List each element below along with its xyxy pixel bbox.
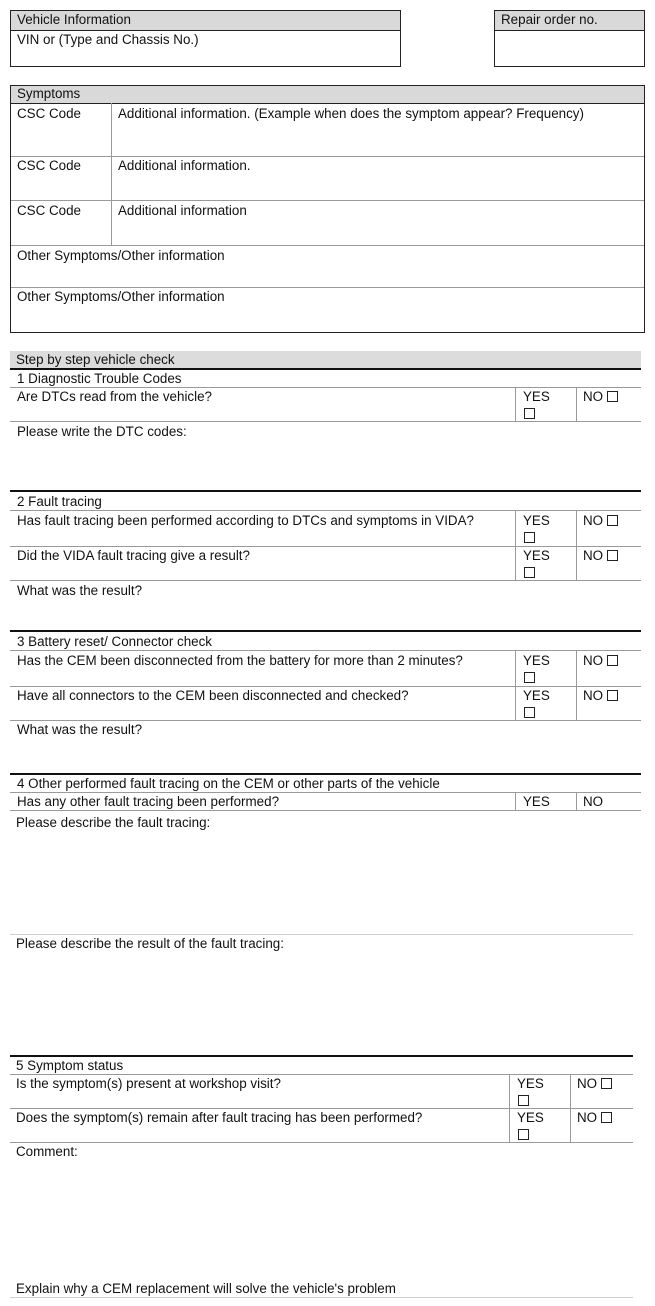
column-divider	[576, 650, 577, 720]
yes-option[interactable]	[523, 794, 550, 810]
no-option[interactable]	[583, 794, 603, 810]
vin-field[interactable]: VIN or (Type and Chassis No.)	[17, 32, 199, 47]
question-connectors-checked: Have all connectors to the CEM been disconnected and checked?	[17, 688, 409, 703]
no-label: NO	[583, 548, 604, 563]
cem-replacement-explanation-field[interactable]: Explain why a CEM replacement will solve the vehicle's problem	[16, 1281, 396, 1296]
yes-checkbox[interactable]	[524, 705, 535, 721]
no-option[interactable]	[583, 688, 618, 704]
question-symptom-present: Is the symptom(s) present at workshop visit?	[16, 1076, 281, 1091]
csc-code-label: CSC Code	[17, 203, 82, 218]
question-other-fault-tracing: Has any other fault tracing been performed?	[17, 794, 280, 809]
no-label: NO	[583, 794, 604, 809]
column-divider	[576, 510, 577, 580]
no-label: NO	[583, 688, 604, 703]
divider	[10, 1142, 633, 1143]
additional-info-field[interactable]: Additional information.	[118, 158, 251, 173]
yes-checkbox[interactable]	[518, 1093, 529, 1109]
divider	[10, 630, 641, 632]
no-checkbox[interactable]	[601, 1112, 612, 1123]
no-option[interactable]	[583, 653, 618, 669]
additional-info-field[interactable]: Additional information. (Example when does the symptom appear? Frequency)	[118, 106, 584, 121]
divider	[10, 580, 641, 581]
column-divider	[570, 1074, 571, 1142]
divider	[10, 686, 641, 687]
column-divider	[515, 792, 516, 810]
no-checkbox[interactable]	[601, 1078, 612, 1089]
divider	[10, 810, 641, 811]
divider	[10, 1074, 633, 1075]
divider	[10, 1297, 633, 1298]
divider	[10, 546, 641, 547]
result-field[interactable]: What was the result?	[17, 583, 143, 598]
divider	[10, 720, 641, 721]
divider	[10, 421, 641, 422]
yes-checkbox[interactable]	[524, 530, 535, 546]
repair-order-header: Repair order no.	[495, 11, 644, 31]
yes-option[interactable]	[517, 1110, 544, 1126]
divider	[11, 156, 644, 157]
yes-checkbox[interactable]	[524, 406, 535, 422]
divider	[10, 773, 641, 775]
divider	[11, 245, 644, 246]
yes-checkbox[interactable]	[524, 670, 535, 686]
section-3-title: 3 Battery reset/ Connector check	[17, 634, 213, 649]
divider	[10, 490, 641, 492]
divider	[10, 1108, 633, 1109]
yes-label: YES	[523, 653, 550, 668]
no-checkbox[interactable]	[607, 690, 618, 701]
dtc-codes-field[interactable]: Please write the DTC codes:	[17, 424, 187, 439]
divider	[10, 387, 641, 388]
vehicle-info-box	[10, 10, 401, 67]
question-fault-tracing-performed: Has fault tracing been performed according to DTCs and symptoms in VIDA?	[17, 513, 474, 528]
yes-option[interactable]	[523, 688, 550, 704]
vehicle-check-header: Step by step vehicle check	[10, 351, 641, 368]
repair-order-box	[494, 10, 645, 67]
section-2-title: 2 Fault tracing	[17, 494, 102, 509]
question-cem-disconnected: Has the CEM been disconnected from the battery for more than 2 minutes?	[17, 653, 463, 668]
divider	[10, 650, 641, 651]
csc-code-label: CSC Code	[17, 158, 82, 173]
section-5-title: 5 Symptom status	[16, 1058, 124, 1073]
divider	[10, 1055, 633, 1057]
column-divider	[111, 103, 112, 245]
csc-code-label: CSC Code	[17, 106, 82, 121]
yes-option[interactable]	[523, 513, 550, 529]
no-option[interactable]	[583, 513, 618, 529]
yes-option[interactable]	[517, 1076, 544, 1092]
additional-info-field[interactable]: Additional information	[118, 203, 247, 218]
yes-label: YES	[523, 389, 550, 404]
repair-order-field[interactable]	[495, 30, 643, 65]
yes-checkbox[interactable]	[524, 565, 535, 581]
no-checkbox[interactable]	[607, 655, 618, 666]
question-symptom-remains: Does the symptom(s) remain after fault tracing has been performed?	[16, 1110, 423, 1125]
no-label: NO	[577, 1076, 598, 1091]
column-divider	[576, 792, 577, 810]
result-field[interactable]: What was the result?	[17, 722, 143, 737]
fault-tracing-result-field[interactable]: Please describe the result of the fault tracing:	[16, 936, 284, 951]
divider	[10, 792, 641, 793]
no-label: NO	[583, 389, 604, 404]
yes-option[interactable]	[523, 389, 550, 405]
comment-field[interactable]: Comment:	[16, 1144, 78, 1159]
no-option[interactable]	[583, 389, 618, 405]
vehicle-info-header: Vehicle Information	[11, 11, 400, 31]
yes-label: YES	[523, 794, 550, 809]
yes-label: YES	[517, 1110, 544, 1125]
no-label: NO	[583, 513, 604, 528]
divider	[10, 934, 633, 935]
yes-option[interactable]	[523, 548, 550, 564]
column-divider	[576, 387, 577, 421]
no-label: NO	[577, 1110, 598, 1125]
no-option[interactable]	[577, 1076, 612, 1092]
fault-tracing-description-field[interactable]: Please describe the fault tracing:	[16, 815, 211, 830]
divider	[11, 200, 644, 201]
yes-label: YES	[523, 513, 550, 528]
no-checkbox[interactable]	[607, 550, 618, 561]
other-symptoms-field[interactable]: Other Symptoms/Other information	[17, 289, 225, 304]
no-checkbox[interactable]	[607, 391, 618, 402]
column-divider	[515, 510, 516, 580]
column-divider	[515, 650, 516, 720]
symptoms-box	[10, 85, 645, 333]
divider	[10, 368, 641, 370]
yes-label: YES	[523, 548, 550, 563]
no-label: NO	[583, 653, 604, 668]
question-vida-result: Did the VIDA fault tracing give a result?	[17, 548, 250, 563]
yes-option[interactable]	[523, 653, 550, 669]
symptoms-header: Symptoms	[11, 86, 644, 104]
other-symptoms-field[interactable]: Other Symptoms/Other information	[17, 248, 225, 263]
section-4-title: 4 Other performed fault tracing on the CEM or other parts of the vehicle	[17, 776, 440, 791]
no-checkbox[interactable]	[607, 515, 618, 526]
yes-checkbox[interactable]	[518, 1127, 529, 1143]
column-divider	[509, 1074, 510, 1142]
no-option[interactable]	[583, 548, 618, 564]
section-1-title: 1 Diagnostic Trouble Codes	[17, 371, 182, 386]
column-divider	[515, 387, 516, 421]
question-dtcs-read: Are DTCs read from the vehicle?	[17, 389, 212, 404]
divider	[11, 287, 644, 288]
yes-label: YES	[523, 688, 550, 703]
yes-label: YES	[517, 1076, 544, 1091]
divider	[10, 510, 641, 511]
no-option[interactable]	[577, 1110, 612, 1126]
